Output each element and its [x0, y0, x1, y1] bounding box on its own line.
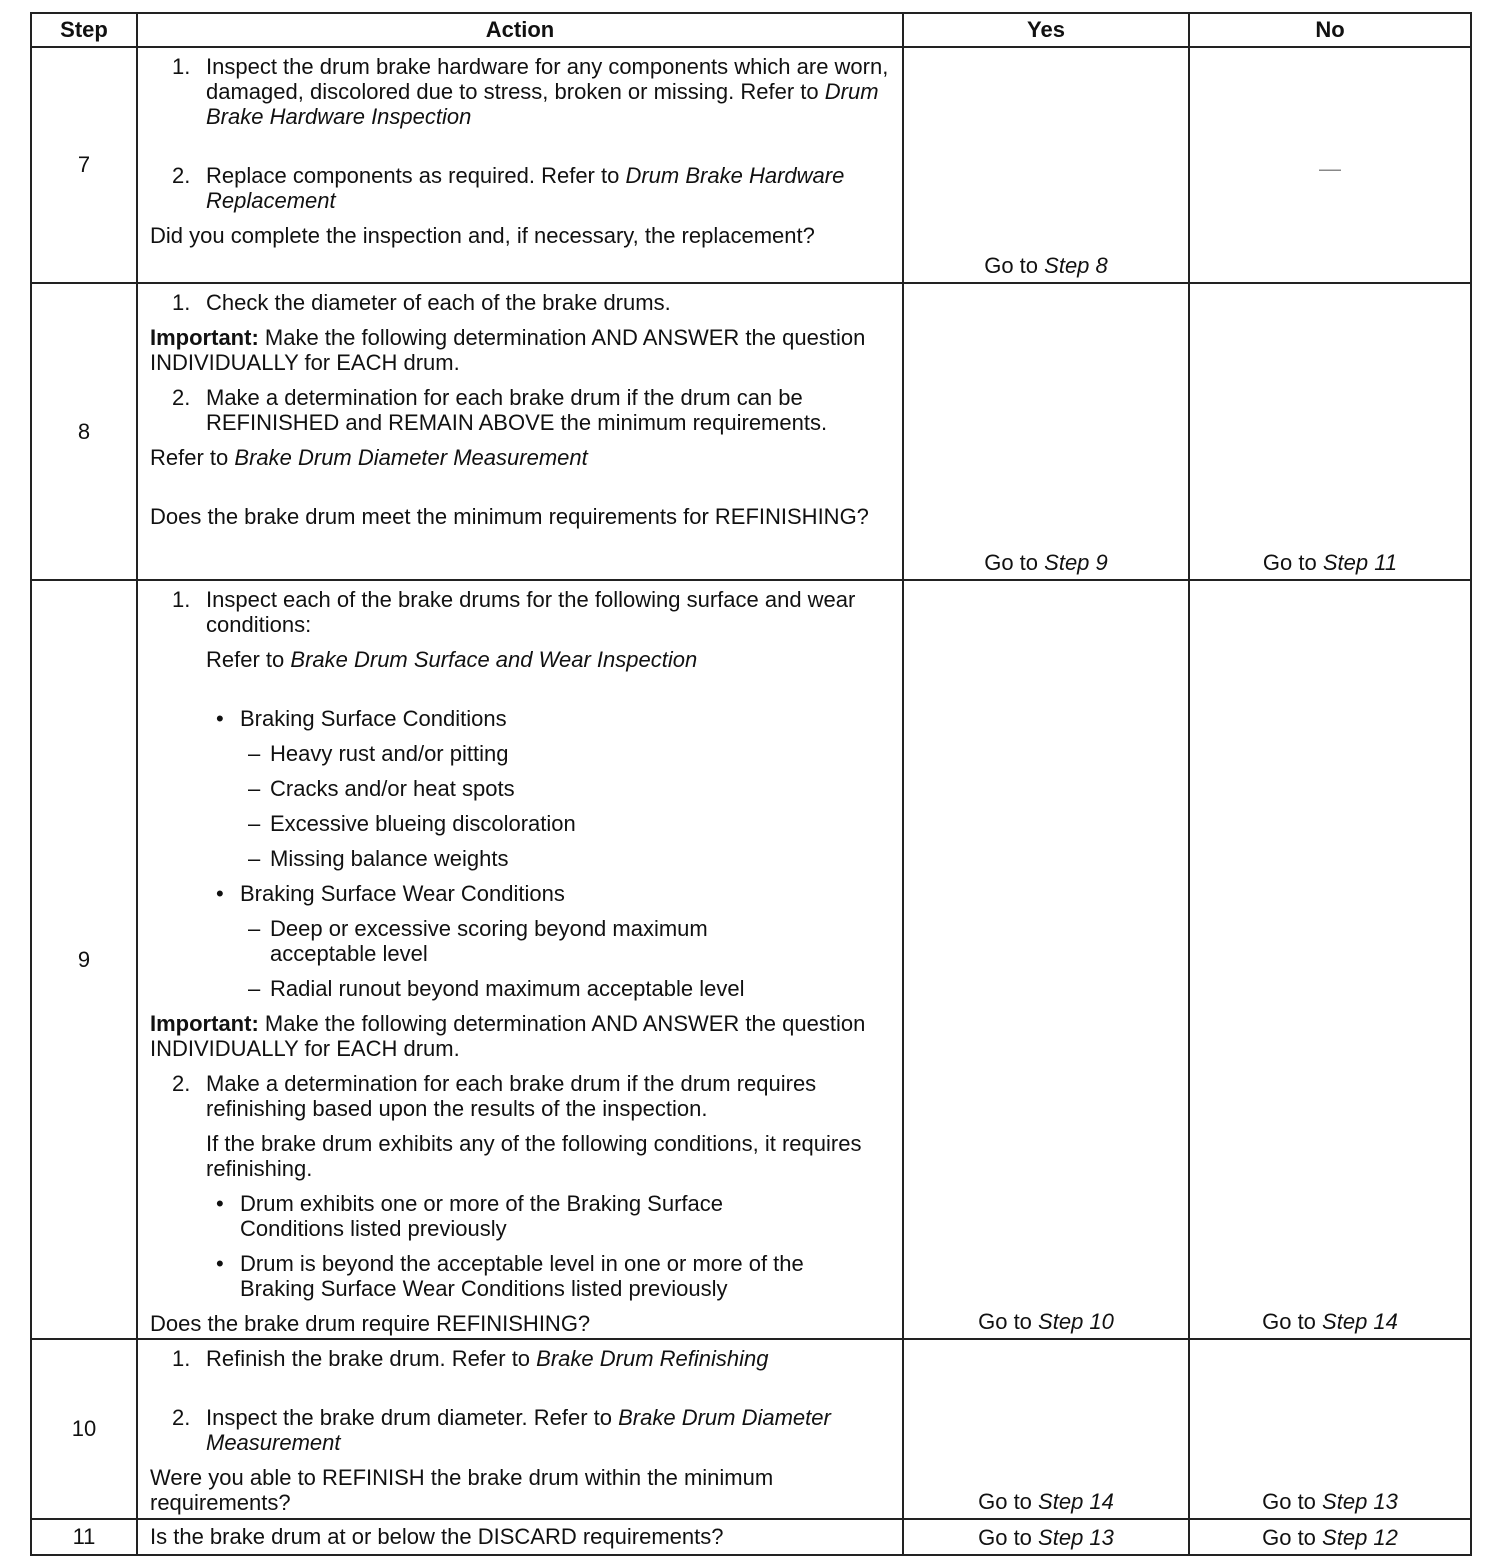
table-row-step-7	[31, 47, 1471, 283]
item-text: Inspect the drum brake hardware for any components which are worn, damaged, discolored due to stress, broken or missing. Refer to	[206, 54, 889, 104]
numbered-item: 2. Replace components as required. Refer to Drum Brake Hardware Replacement	[172, 163, 845, 213]
step-number: 8	[31, 283, 137, 580]
table-header-row	[31, 13, 1471, 47]
step-number: 9	[31, 580, 137, 1339]
dash-item: – Cracks and/or heat spots	[248, 776, 515, 801]
reference-link[interactable]: Brake Drum Diameter Measurement	[234, 445, 588, 470]
table-row-step-9	[31, 580, 1471, 1339]
question-text: Does the brake drum require REFINISHING?	[150, 1311, 591, 1336]
important-note: Important: Make the following determination AND ANSWER the question INDIVIDUALLY for EACH drum.	[150, 1011, 866, 1061]
action-cell	[137, 47, 903, 283]
yes-result[interactable]: Go to Step 10	[978, 1309, 1114, 1334]
reference-link[interactable]: Brake Drum Diameter Measurement	[206, 1405, 831, 1455]
action-cell	[137, 283, 903, 580]
important-note: Important: Make the following determination AND ANSWER the question INDIVIDUALLY for EACH drum.	[150, 325, 866, 375]
bullet-item: • Braking Surface Wear Conditions	[216, 881, 565, 906]
no-result[interactable]: Go to Step 14	[1262, 1309, 1398, 1334]
bullet-item: • Drum exhibits one or more of the Braking Surface Conditions listed previously	[216, 1191, 724, 1241]
question-text: Is the brake drum at or below the DISCARD requirements?	[137, 1519, 903, 1555]
header-no: No	[1189, 13, 1471, 47]
no-cell	[1189, 283, 1471, 580]
question-text: Were you able to REFINISH the brake drum within the minimum requirements?	[150, 1465, 774, 1515]
step-number: 11	[31, 1519, 137, 1555]
no-cell	[1189, 47, 1471, 283]
reference-link[interactable]: Brake Drum Refinishing	[536, 1346, 769, 1371]
yes-cell	[903, 1519, 1189, 1555]
question-text: Does the brake drum meet the minimum requirements for REFINISHING?	[150, 504, 869, 529]
header-yes: Yes	[903, 13, 1189, 47]
diagnostic-table-page	[30, 12, 1470, 1556]
refer-line: Refer to Brake Drum Surface and Wear Inspection	[206, 647, 698, 672]
no-result[interactable]: Go to Step 12	[1262, 1525, 1398, 1550]
reference-link[interactable]: Drum Brake Hardware Inspection	[206, 79, 879, 129]
reference-link[interactable]: Drum Brake Hardware Replacement	[206, 163, 845, 213]
yes-result[interactable]: Go to Step 13	[978, 1525, 1114, 1550]
yes-cell	[903, 283, 1189, 580]
step-number: 7	[31, 47, 137, 283]
action-cell	[137, 1339, 903, 1519]
table-row-step-8	[31, 283, 1471, 580]
numbered-item: 2. Make a determination for each brake drum if the drum requires refinishing based upon the results of the inspection.	[172, 1071, 817, 1121]
numbered-item: 2. Inspect the brake drum diameter. Refer to Brake Drum Diameter Measurement	[172, 1405, 831, 1455]
header-step: Step	[31, 13, 137, 47]
question-text: Did you complete the inspection and, if necessary, the replacement?	[150, 223, 815, 248]
no-cell	[1189, 1519, 1471, 1555]
reference-link[interactable]: Brake Drum Surface and Wear Inspection	[290, 647, 698, 672]
numbered-item: 1. Inspect the drum brake hardware for any components which are worn, damaged, discolored due to stress, broken or missing. Refer to Drum Brake Hardware Inspection	[172, 54, 889, 129]
table-row-step-11	[31, 1519, 1471, 1555]
diagnostic-table	[30, 12, 1472, 1556]
refer-line: Refer to Brake Drum Diameter Measurement	[150, 445, 588, 470]
no-result[interactable]: Go to Step 11	[1262, 550, 1398, 575]
no-result-none: —	[1319, 155, 1341, 181]
action-cell	[137, 580, 903, 1339]
yes-result[interactable]: Go to Step 8	[984, 253, 1108, 278]
table-row-step-10	[31, 1339, 1471, 1519]
bullet-item: • Braking Surface Conditions	[216, 706, 507, 731]
yes-cell	[903, 47, 1189, 283]
dash-item: – Excessive blueing discoloration	[248, 811, 576, 836]
no-result[interactable]: Go to Step 13	[1262, 1489, 1398, 1514]
bullet-item: • Drum is beyond the acceptable level in one or more of the Braking Surface Wear Conditions listed previously	[216, 1251, 804, 1301]
dash-item: – Missing balance weights	[248, 846, 509, 871]
item-note: If the brake drum exhibits any of the following conditions, it requires refinishing.	[206, 1131, 862, 1181]
yes-result[interactable]: Go to Step 14	[978, 1489, 1114, 1514]
dash-item: – Radial runout beyond maximum acceptable level	[248, 976, 745, 1001]
step-number: 10	[31, 1339, 137, 1519]
numbered-item: 1. Refinish the brake drum. Refer to Brake Drum Refinishing	[172, 1346, 769, 1371]
header-action: Action	[137, 13, 903, 47]
numbered-item: 2. Make a determination for each brake drum if the drum can be REFINISHED and REMAIN ABOVE the minimum requirements.	[172, 385, 828, 435]
item-text: Replace components as required. Refer to	[206, 163, 620, 188]
no-cell	[1189, 580, 1471, 1339]
dash-item: – Deep or excessive scoring beyond maximum acceptable level	[248, 916, 708, 966]
yes-cell	[903, 580, 1189, 1339]
numbered-item: 1. Check the diameter of each of the brake drums.	[172, 290, 671, 315]
dash-item: – Heavy rust and/or pitting	[248, 741, 509, 766]
no-cell	[1189, 1339, 1471, 1519]
yes-cell	[903, 1339, 1189, 1519]
yes-result[interactable]: Go to Step 9	[984, 550, 1108, 575]
numbered-item: 1. Inspect each of the brake drums for the following surface and wear conditions:	[172, 587, 856, 637]
